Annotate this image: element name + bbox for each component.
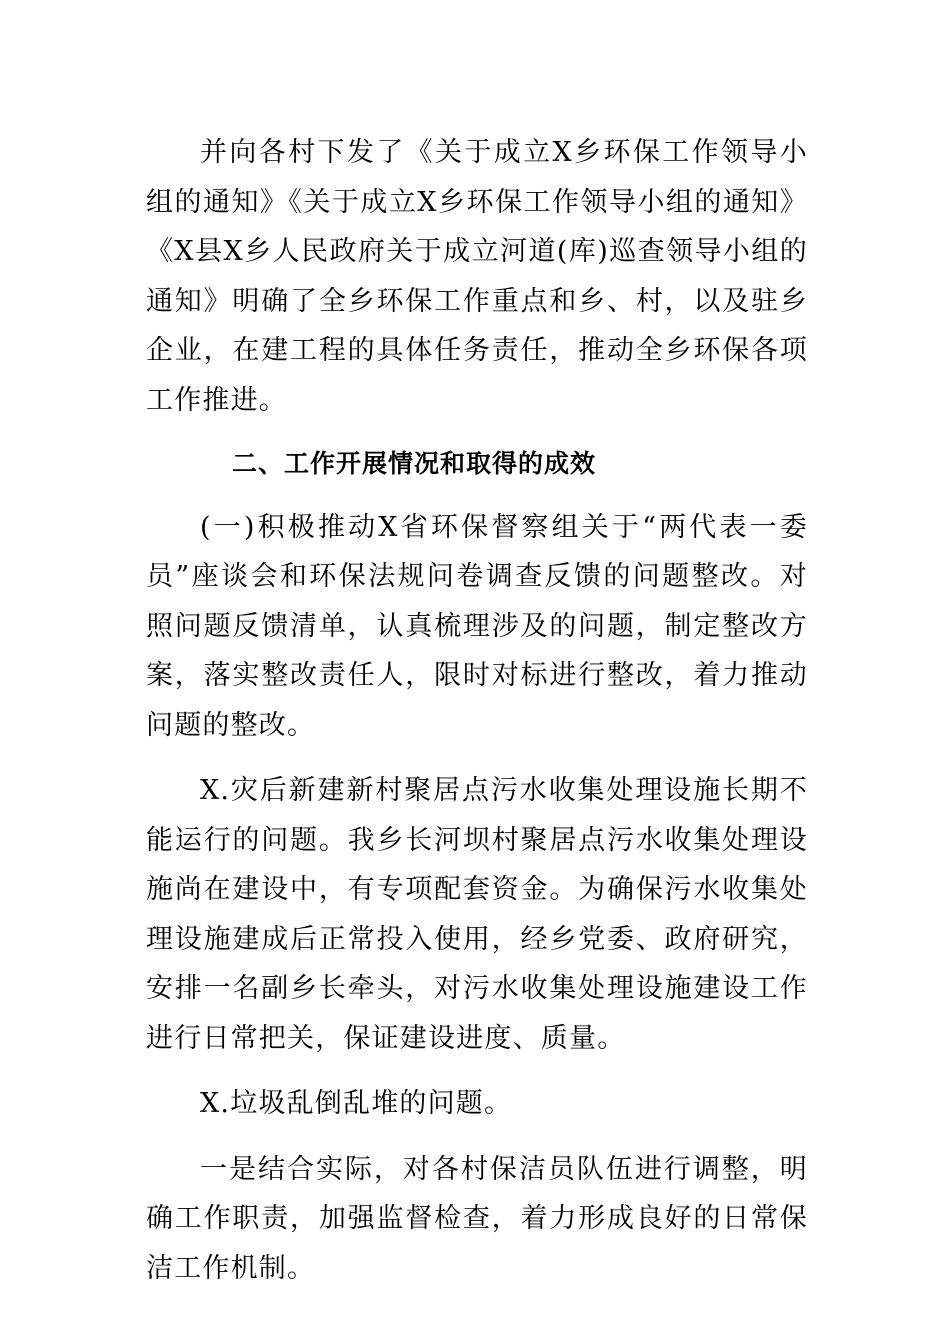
paragraph-spacer <box>146 750 808 766</box>
body-paragraph-5: 一是结合实际，对各村保洁员队伍进行调整，明确工作职责，加强监督检查，着力形成良好的日常保洁工作机制。 <box>146 1153 808 1284</box>
body-paragraph-3: X.灾后新建新村聚居点污水收集处理设施长期不能运行的问题。我乡长河坝村聚居点污水收集处理设施尚在建设中，有专项配套资金。为确保污水收集处理设施建成后正常投入使用，经乡党委、政府研究，安排一名副乡长牵头，对污水收集处理设施建设工作进行日常把关，保证建设进度、质量。 <box>146 775 808 1054</box>
paragraph-spacer <box>146 1129 808 1145</box>
section-heading: 二、工作开展情况和取得的成效 <box>232 449 597 478</box>
body-paragraph-4: X.垃圾乱倒乱堆的问题。 <box>200 1088 513 1119</box>
body-paragraph-2: (一)积极推动X省环保督察组关于“两代表一委员”座谈会和环保法规问卷调查反馈的问题整改。对照问题反馈清单，认真梳理涉及的问题，制定整改方案，落实整改责任人，限时对标进行整改，着力推动问题的整改。 <box>146 511 808 741</box>
body-paragraph-1: 并向各村下发了《关于成立X乡环保工作领导小组的通知》《关于成立X乡环保工作领导小组的通知》《X县X乡人民政府关于成立河道(库)巡查领导小组的通知》明确了全乡环保工作重点和乡、村，以及驻乡企业，在建工程的具体任务责任，推动全乡环保各项工作推进。 <box>146 137 808 416</box>
paragraph-spacer <box>146 1063 808 1079</box>
document-body <box>146 128 808 1293</box>
paragraph-spacer <box>146 489 808 503</box>
paragraph-spacer <box>146 425 808 439</box>
